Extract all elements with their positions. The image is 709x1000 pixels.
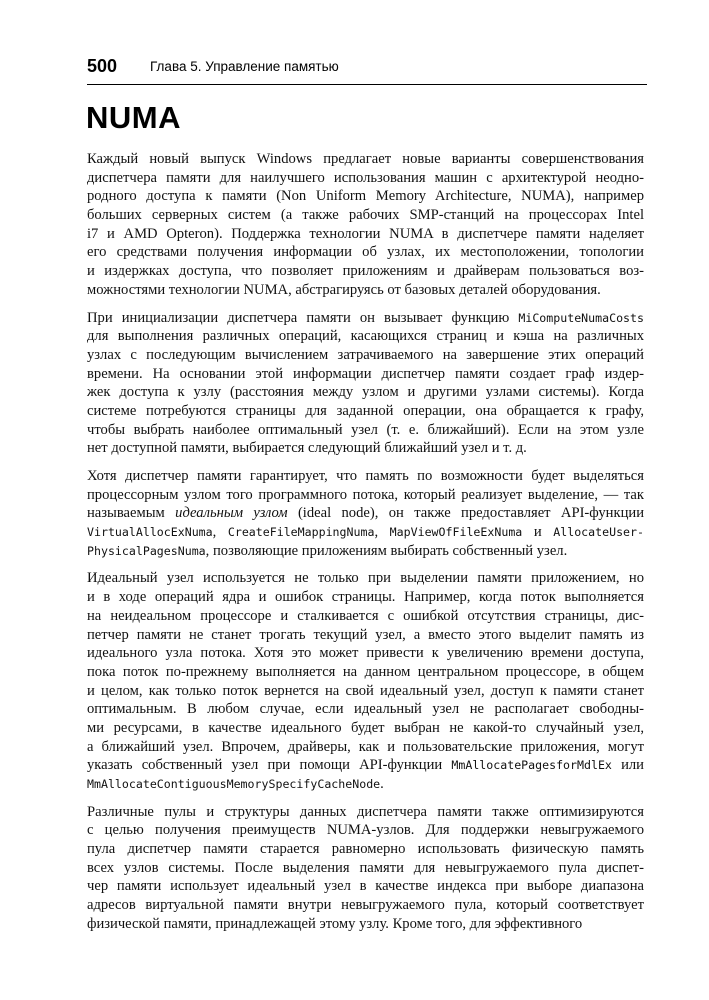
text-line bbox=[87, 756, 644, 775]
text-run: системе потребуются страницы для заданной операции, она обращается к графу, bbox=[87, 402, 644, 419]
text-run: . bbox=[380, 776, 384, 792]
text-run: жек доступа к узлу (расстояния между узлом и другими узлами системы). Когда bbox=[87, 384, 644, 401]
text-run: , позволяющие приложениям выбирать собственный узел. bbox=[205, 542, 568, 559]
text-line bbox=[87, 262, 644, 281]
text-run: узлах с последующим вычислением затрачиваемого на завершение этих операций bbox=[87, 346, 644, 363]
text-run: и целом, как только поток вернется на свой идеальный узел, доступ к памяти станет bbox=[87, 682, 644, 699]
code-identifier: MapViewOfFileExNuma bbox=[389, 525, 523, 540]
text-run: процессорным узлом того программного потока, который реализует выделение, — так bbox=[87, 486, 644, 503]
text-run: всех узлов системы. После выделения памяти для невыгружаемого пула диспет- bbox=[87, 859, 644, 876]
text-line bbox=[87, 486, 644, 505]
text-line bbox=[87, 915, 644, 934]
text-line bbox=[87, 877, 644, 896]
text-line bbox=[87, 346, 644, 365]
text-line bbox=[87, 775, 644, 794]
text-line bbox=[87, 663, 644, 682]
text-line bbox=[87, 169, 644, 188]
text-run: пока поток по-прежнему выполняется на данном центральном процессоре, в общем bbox=[87, 663, 644, 680]
text-run: или bbox=[611, 757, 644, 774]
code-identifier: CreateFileMappingNuma bbox=[227, 525, 375, 540]
code-identifier: AllocateUser- bbox=[553, 525, 644, 540]
text-line bbox=[87, 840, 644, 859]
text-line bbox=[87, 682, 644, 701]
text-run: указать собственный узел при помощи API-функции bbox=[87, 757, 452, 774]
text-line bbox=[87, 896, 644, 915]
paragraph bbox=[87, 467, 644, 560]
paragraph bbox=[87, 803, 644, 934]
text-line bbox=[87, 859, 644, 878]
text-line bbox=[87, 523, 644, 542]
text-run: диспетчера памяти для наилучшего использования машин с архитектурой неодно- bbox=[87, 169, 644, 186]
text-line bbox=[87, 281, 644, 300]
emphasis-text: идеальным узлом bbox=[175, 505, 288, 522]
text-line bbox=[87, 439, 644, 458]
text-run: Хотя диспетчер памяти гарантирует, что память по возможности будет выделяться bbox=[87, 468, 644, 484]
text-run: идеального узла потока. Хотя это может привести к увеличению времени доступа, bbox=[87, 645, 644, 662]
text-run: называемым bbox=[87, 505, 176, 522]
text-line bbox=[87, 402, 644, 421]
text-run: чер памяти использует идеальный узел в качестве индекса при выборе диапазона bbox=[87, 878, 644, 895]
text-line bbox=[87, 327, 644, 346]
text-run: петчер памяти не станет трогать текущий узел, а вместо этого выделит память из bbox=[87, 626, 644, 643]
text-run: Различные пулы и структуры данных диспетчера памяти также оптимизируются bbox=[87, 803, 644, 820]
text-line bbox=[87, 309, 644, 328]
text-line bbox=[87, 542, 644, 561]
text-line bbox=[87, 467, 644, 486]
text-run: ми ресурсами, в качестве идеального будет выбран не какой-то случайный узел, bbox=[87, 719, 644, 736]
code-identifier: MmAllocatePagesforMdlEx bbox=[451, 758, 612, 773]
chapter-title: Глава 5. Управление памятью bbox=[150, 59, 339, 74]
text-line bbox=[87, 243, 644, 262]
text-run: времени. На основании этой информации диспетчер памяти создает граф издер- bbox=[87, 365, 644, 382]
section-heading: NUMA bbox=[86, 100, 181, 135]
text-run: i7 и AMD Opteron). Поддержка технологии NUMA в диспетчере памяти наделяет bbox=[87, 225, 644, 242]
text-run: на неидеальном процессоре и сталкивается с ошибкой отсутствия страницы, дис- bbox=[87, 607, 644, 624]
text-line bbox=[87, 803, 644, 822]
text-run: и издержках доступа, что позволяет приложениям и драйверам пользоваться воз- bbox=[87, 263, 644, 280]
text-run: При инициализации диспетчера памяти он вызывает функцию bbox=[87, 309, 519, 326]
text-run: (ideal node), он также предоставляет API-функции bbox=[287, 505, 645, 522]
text-run: больших серверных систем (а также рабочих SMP-станций на процессорах Intel bbox=[87, 207, 644, 224]
text-run: его средствами получения информации об узлах, их местоположении, топологии bbox=[87, 244, 644, 261]
text-line bbox=[87, 821, 644, 840]
text-line bbox=[87, 504, 644, 523]
text-run: и в ходе операций ядра и ошибок страницы. Например, когда поток выполняется bbox=[87, 589, 644, 606]
text-run: для выполнения различных операций, касающихся страниц и кэша на различных bbox=[87, 328, 644, 345]
text-line bbox=[87, 700, 644, 719]
text-run: можностями технологии NUMA, абстрагируясь от базовых деталей оборудования. bbox=[87, 281, 601, 298]
code-identifier: PhysicalPagesNuma bbox=[87, 543, 206, 558]
paragraph bbox=[87, 569, 644, 793]
text-run: Идеальный узел используется не только при выделении памяти приложением, но bbox=[87, 570, 644, 587]
running-header bbox=[87, 56, 647, 85]
text-run: оптимальным. В любом случае, если идеальный узел не располагает свободны- bbox=[87, 701, 644, 718]
text-line bbox=[87, 365, 644, 384]
paragraph bbox=[87, 150, 644, 300]
text-line bbox=[87, 383, 644, 402]
text-line bbox=[87, 626, 644, 645]
text-run: и bbox=[522, 524, 554, 541]
text-line bbox=[87, 644, 644, 663]
text-line bbox=[87, 421, 644, 440]
text-line bbox=[87, 719, 644, 738]
body-text bbox=[87, 150, 644, 943]
text-line bbox=[87, 150, 644, 169]
text-run: Каждый новый выпуск Windows предлагает новые варианты совершенствования bbox=[87, 151, 644, 167]
code-identifier: MmAllocateContiguousMemorySpecifyCacheNode bbox=[87, 777, 381, 791]
text-line bbox=[87, 569, 644, 588]
text-line bbox=[87, 187, 644, 206]
text-run: , bbox=[212, 524, 228, 541]
text-run: нет доступной памяти, выбирается следующий ближайший узел и т. д. bbox=[87, 440, 527, 457]
text-run: физической памяти, принадлежащей этому узлу. Кроме того, для эффективного bbox=[87, 915, 583, 932]
paragraph bbox=[87, 309, 644, 459]
text-line bbox=[87, 225, 644, 244]
text-run: родного доступа к памяти (Non Uniform Memory Architecture, NUMA), например bbox=[87, 188, 644, 205]
code-identifier: VirtualAllocExNuma bbox=[87, 525, 213, 540]
text-line bbox=[87, 607, 644, 626]
text-run: , bbox=[374, 524, 390, 541]
text-run: чтобы выбрать наиболее оптимальный узел (т. е. ближайший). Если на этом узле bbox=[87, 421, 644, 438]
text-run: с целью получения преимуществ NUMA-узлов. Для поддержки невыгружаемого bbox=[87, 822, 644, 839]
text-run: адресов виртуальной памяти внутри невыгружаемого пула, который соответствует bbox=[87, 897, 644, 914]
text-line bbox=[87, 588, 644, 607]
code-identifier: MiComputeNumaCosts bbox=[518, 310, 644, 325]
text-run: а ближайший узел. Впрочем, драйверы, как и пользовательские приложения, могут bbox=[87, 738, 644, 755]
text-run: пула диспетчер памяти старается равномерно использовать физическую память bbox=[87, 841, 644, 858]
text-line bbox=[87, 738, 644, 757]
text-line bbox=[87, 206, 644, 225]
page-number: 500 bbox=[87, 56, 118, 76]
